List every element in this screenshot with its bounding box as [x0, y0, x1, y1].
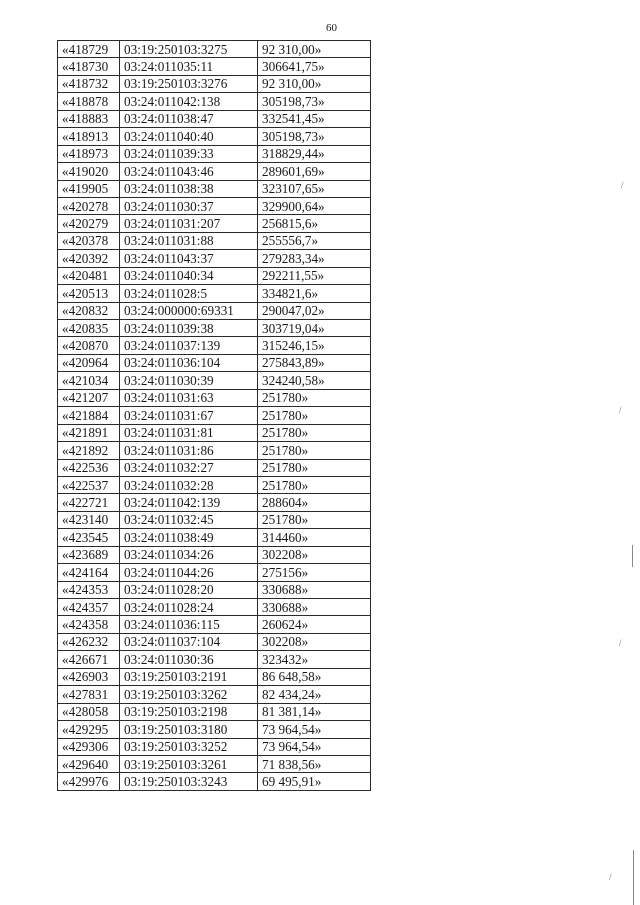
row-id-cell: «420513 — [58, 285, 120, 302]
row-id-cell: «421884 — [58, 407, 120, 424]
amount-cell: 302208» — [258, 546, 371, 563]
amount-cell: 318829,44» — [258, 145, 371, 162]
table-row — [58, 773, 371, 790]
scan-edge-mark — [633, 850, 634, 905]
row-id-cell: «420378 — [58, 232, 120, 249]
table-row — [58, 41, 371, 58]
cadastral-number-cell: 03:19:250103:3262 — [120, 686, 258, 703]
amount-cell: 314460» — [258, 529, 371, 546]
table-row — [58, 738, 371, 755]
table-row — [58, 651, 371, 668]
table-row — [58, 389, 371, 406]
row-id-cell: «423140 — [58, 511, 120, 528]
amount-cell: 251780» — [258, 407, 371, 424]
amount-cell: 302208» — [258, 633, 371, 650]
cadastral-number-cell: 03:24:011030:37 — [120, 197, 258, 214]
row-id-cell: «420279 — [58, 215, 120, 232]
amount-cell: 279283,34» — [258, 250, 371, 267]
cadastral-number-cell: 03:24:011032:27 — [120, 459, 258, 476]
row-id-cell: «429640 — [58, 755, 120, 772]
row-id-cell: «418729 — [58, 41, 120, 58]
amount-cell: 330688» — [258, 581, 371, 598]
scan-edge-mark — [632, 545, 633, 567]
amount-cell: 86 648,58» — [258, 668, 371, 685]
amount-cell: 303719,04» — [258, 320, 371, 337]
data-table — [57, 40, 371, 791]
cadastral-number-cell: 03:24:011031:88 — [120, 232, 258, 249]
cadastral-number-cell: 03:24:011040:34 — [120, 267, 258, 284]
cadastral-number-cell: 03:24:011032:45 — [120, 511, 258, 528]
scan-speck: / — [619, 638, 622, 648]
table-row — [58, 197, 371, 214]
row-id-cell: «424357 — [58, 599, 120, 616]
row-id-cell: «420832 — [58, 302, 120, 319]
cadastral-number-cell: 03:24:011030:36 — [120, 651, 258, 668]
cadastral-number-cell: 03:24:011031:207 — [120, 215, 258, 232]
cadastral-number-cell: 03:19:250103:2191 — [120, 668, 258, 685]
row-id-cell: «421892 — [58, 442, 120, 459]
table-row — [58, 721, 371, 738]
cadastral-number-cell: 03:24:011031:63 — [120, 389, 258, 406]
amount-cell: 324240,58» — [258, 372, 371, 389]
row-id-cell: «424358 — [58, 616, 120, 633]
row-id-cell: «420870 — [58, 337, 120, 354]
row-id-cell: «423689 — [58, 546, 120, 563]
cadastral-number-cell: 03:24:011038:47 — [120, 110, 258, 127]
row-id-cell: «418730 — [58, 58, 120, 75]
row-id-cell: «420835 — [58, 320, 120, 337]
page-number: 60 — [326, 22, 337, 34]
row-id-cell: «429295 — [58, 721, 120, 738]
cadastral-number-cell: 03:24:011031:86 — [120, 442, 258, 459]
amount-cell: 251780» — [258, 511, 371, 528]
cadastral-number-cell: 03:24:011028:20 — [120, 581, 258, 598]
table-row — [58, 407, 371, 424]
row-id-cell: «429976 — [58, 773, 120, 790]
cadastral-number-cell: 03:24:011036:104 — [120, 354, 258, 371]
amount-cell: 289601,69» — [258, 163, 371, 180]
cadastral-number-cell: 03:24:011038:49 — [120, 529, 258, 546]
row-id-cell: «420481 — [58, 267, 120, 284]
table-body — [58, 41, 371, 791]
cadastral-number-cell: 03:24:011034:26 — [120, 546, 258, 563]
cadastral-number-cell: 03:19:250103:2198 — [120, 703, 258, 720]
cadastral-number-cell: 03:24:011044:26 — [120, 564, 258, 581]
amount-cell: 305198,73» — [258, 128, 371, 145]
table-row — [58, 529, 371, 546]
amount-cell: 292211,55» — [258, 267, 371, 284]
table-row — [58, 110, 371, 127]
amount-cell: 81 381,14» — [258, 703, 371, 720]
amount-cell: 305198,73» — [258, 93, 371, 110]
cadastral-number-cell: 03:24:000000:69331 — [120, 302, 258, 319]
table-row — [58, 494, 371, 511]
row-id-cell: «424353 — [58, 581, 120, 598]
cadastral-number-cell: 03:24:011042:139 — [120, 494, 258, 511]
row-id-cell: «418973 — [58, 145, 120, 162]
row-id-cell: «418913 — [58, 128, 120, 145]
cadastral-number-cell: 03:24:011038:38 — [120, 180, 258, 197]
table-row — [58, 285, 371, 302]
amount-cell: 251780» — [258, 459, 371, 476]
scan-speck: / — [621, 180, 624, 190]
row-id-cell: «423545 — [58, 529, 120, 546]
amount-cell: 315246,15» — [258, 337, 371, 354]
amount-cell: 323432» — [258, 651, 371, 668]
cadastral-number-cell: 03:24:011043:37 — [120, 250, 258, 267]
amount-cell: 251780» — [258, 424, 371, 441]
amount-cell: 275843,89» — [258, 354, 371, 371]
row-id-cell: «420392 — [58, 250, 120, 267]
table-row — [58, 511, 371, 528]
table-row — [58, 581, 371, 598]
table-row — [58, 180, 371, 197]
row-id-cell: «422537 — [58, 476, 120, 493]
row-id-cell: «427831 — [58, 686, 120, 703]
row-id-cell: «419020 — [58, 163, 120, 180]
row-id-cell: «422721 — [58, 494, 120, 511]
cadastral-number-cell: 03:24:011043:46 — [120, 163, 258, 180]
amount-cell: 330688» — [258, 599, 371, 616]
row-id-cell: «421207 — [58, 389, 120, 406]
cadastral-number-cell: 03:24:011030:39 — [120, 372, 258, 389]
cadastral-number-cell: 03:24:011039:38 — [120, 320, 258, 337]
row-id-cell: «421891 — [58, 424, 120, 441]
cadastral-number-cell: 03:24:011037:139 — [120, 337, 258, 354]
row-id-cell: «420964 — [58, 354, 120, 371]
cadastral-number-cell: 03:19:250103:3261 — [120, 755, 258, 772]
cadastral-number-cell: 03:24:011031:81 — [120, 424, 258, 441]
row-id-cell: «421034 — [58, 372, 120, 389]
amount-cell: 73 964,54» — [258, 738, 371, 755]
amount-cell: 306641,75» — [258, 58, 371, 75]
amount-cell: 73 964,54» — [258, 721, 371, 738]
amount-cell: 71 838,56» — [258, 755, 371, 772]
amount-cell: 275156» — [258, 564, 371, 581]
amount-cell: 334821,6» — [258, 285, 371, 302]
table-row — [58, 215, 371, 232]
amount-cell: 256815,6» — [258, 215, 371, 232]
table-row — [58, 633, 371, 650]
amount-cell: 92 310,00» — [258, 41, 371, 58]
table-row — [58, 546, 371, 563]
amount-cell: 329900,64» — [258, 197, 371, 214]
row-id-cell: «426232 — [58, 633, 120, 650]
cadastral-number-cell: 03:24:011028:5 — [120, 285, 258, 302]
table-row — [58, 250, 371, 267]
row-id-cell: «418878 — [58, 93, 120, 110]
row-id-cell: «418732 — [58, 75, 120, 92]
amount-cell: 82 434,24» — [258, 686, 371, 703]
row-id-cell: «426671 — [58, 651, 120, 668]
cadastral-number-cell: 03:24:011040:40 — [120, 128, 258, 145]
table-row — [58, 703, 371, 720]
amount-cell: 290047,02» — [258, 302, 371, 319]
table-row — [58, 267, 371, 284]
amount-cell: 251780» — [258, 476, 371, 493]
table-row — [58, 599, 371, 616]
table-row — [58, 442, 371, 459]
cadastral-number-cell: 03:19:250103:3243 — [120, 773, 258, 790]
table-row — [58, 564, 371, 581]
amount-cell: 332541,45» — [258, 110, 371, 127]
table-row — [58, 232, 371, 249]
amount-cell: 251780» — [258, 389, 371, 406]
cadastral-number-cell: 03:24:011036:115 — [120, 616, 258, 633]
amount-cell: 255556,7» — [258, 232, 371, 249]
table-row — [58, 75, 371, 92]
row-id-cell: «418883 — [58, 110, 120, 127]
table-row — [58, 163, 371, 180]
table-row — [58, 476, 371, 493]
table-row — [58, 459, 371, 476]
table-row — [58, 58, 371, 75]
table-row — [58, 424, 371, 441]
table-row — [58, 128, 371, 145]
cadastral-number-cell: 03:19:250103:3252 — [120, 738, 258, 755]
cadastral-number-cell: 03:24:011031:67 — [120, 407, 258, 424]
row-id-cell: «420278 — [58, 197, 120, 214]
scan-speck: / — [619, 405, 622, 415]
row-id-cell: «426903 — [58, 668, 120, 685]
scan-speck: / — [609, 872, 612, 882]
table-row — [58, 320, 371, 337]
amount-cell: 288604» — [258, 494, 371, 511]
cadastral-number-cell: 03:24:011042:138 — [120, 93, 258, 110]
table-row — [58, 337, 371, 354]
amount-cell: 92 310,00» — [258, 75, 371, 92]
cadastral-number-cell: 03:24:011032:28 — [120, 476, 258, 493]
row-id-cell: «419905 — [58, 180, 120, 197]
table-row — [58, 302, 371, 319]
row-id-cell: «424164 — [58, 564, 120, 581]
table-row — [58, 668, 371, 685]
row-id-cell: «422536 — [58, 459, 120, 476]
row-id-cell: «428058 — [58, 703, 120, 720]
cadastral-number-cell: 03:19:250103:3180 — [120, 721, 258, 738]
table-row — [58, 372, 371, 389]
cadastral-number-cell: 03:24:011037:104 — [120, 633, 258, 650]
amount-cell: 260624» — [258, 616, 371, 633]
table-row — [58, 755, 371, 772]
amount-cell: 323107,65» — [258, 180, 371, 197]
amount-cell: 251780» — [258, 442, 371, 459]
table-row — [58, 145, 371, 162]
cadastral-number-cell: 03:19:250103:3276 — [120, 75, 258, 92]
table-row — [58, 686, 371, 703]
amount-cell: 69 495,91» — [258, 773, 371, 790]
table-row — [58, 354, 371, 371]
table-row — [58, 93, 371, 110]
table-row — [58, 616, 371, 633]
cadastral-number-cell: 03:19:250103:3275 — [120, 41, 258, 58]
row-id-cell: «429306 — [58, 738, 120, 755]
cadastral-number-cell: 03:24:011028:24 — [120, 599, 258, 616]
cadastral-number-cell: 03:24:011035:11 — [120, 58, 258, 75]
cadastral-number-cell: 03:24:011039:33 — [120, 145, 258, 162]
